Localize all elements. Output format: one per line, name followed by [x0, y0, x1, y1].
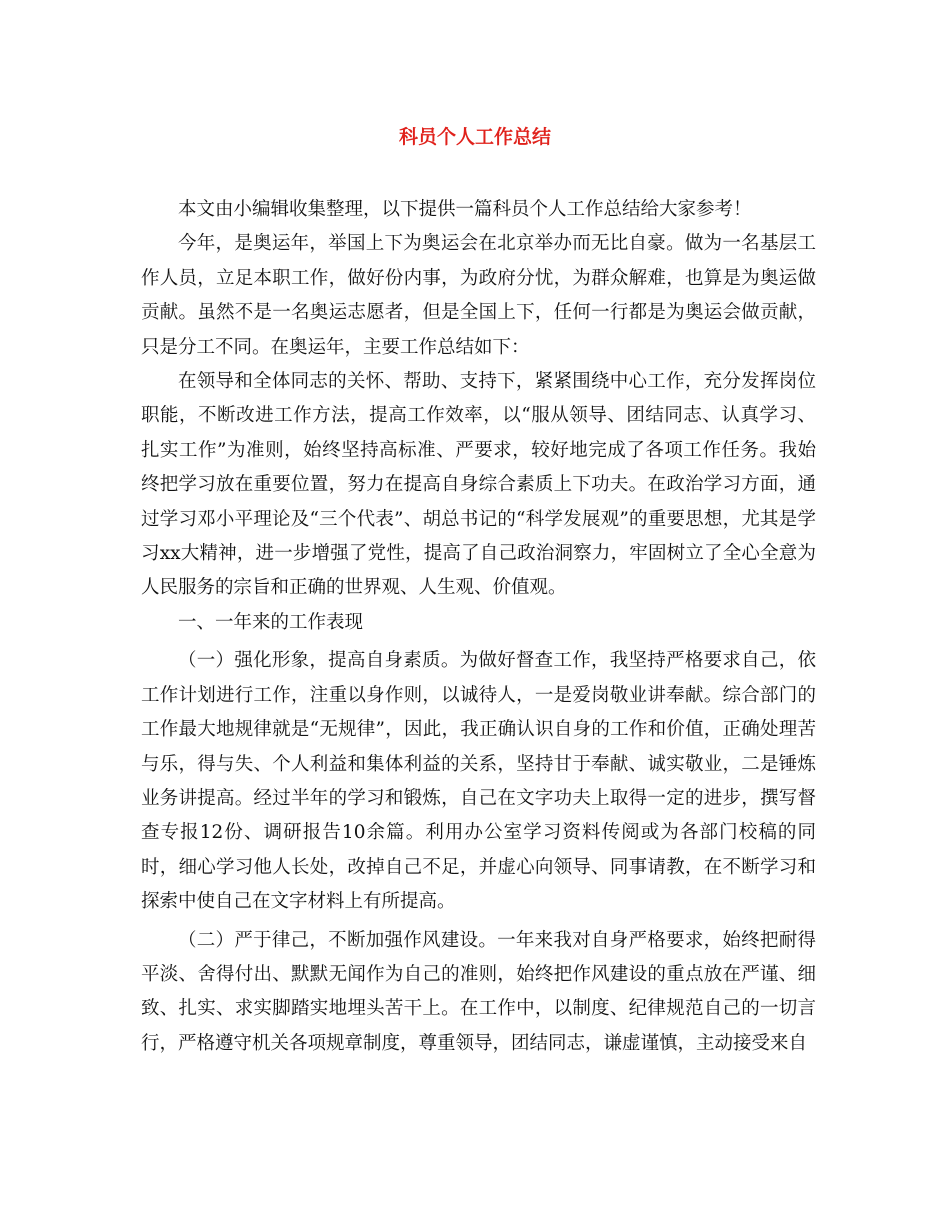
intro-paragraph: 本文由小编辑收集整理，以下提供一篇科员个人工作总结给大家参考！ [178, 199, 752, 220]
section-heading: 一、一年来的工作表现 [178, 611, 364, 633]
body-paragraph: （二）严于律己，不断加强作风建设。一年来我对自身严格要求，始终把耐得平淡、舍得付出、默默无闻作为自己的准则，始终把作风建设的重点放在严谨、细致、扎实、求实脚踏实地埋头苦干上。在工作中，以制度、纪律规范自己的一切言行，严格遵守机关各项规章制度，尊重领导，团结同志，谦虚谨慎，主动接受来自 [141, 929, 816, 1054]
document-body [141, 193, 816, 1061]
body-paragraph: 在领导和全体同志的关怀、帮助、支持下，紧紧围绕中心工作，充分发挥岗位职能，不断改进工作方法，提高工作效率，以“服从领导、团结同志、认真学习、扎实工作”为准则，始终坚持高标准、严要求，较好地完成了各项工作任务。我始终把学习放在重要位置，努力在提高自身综合素质上下功夫。在政治学习方面，通过学习邓小平理论及“三个代表”、胡总书记的“科学发展观”的重要思想，尤其是学习xx大精神，进一步增强了党性，提高了自己政治洞察力，牢固树立了全心全意为人民服务的宗旨和正确的世界观、人生观、价值观。 [141, 371, 816, 599]
document-title: 科员个人工作总结 [398, 126, 551, 148]
body-paragraph: （一）强化形象，提高自身素质。为做好督查工作，我坚持严格要求自己，依工作计划进行工作，注重以身作则，以诚待人，一是爱岗敬业讲奉献。综合部门的工作最大地规律就是“无规律”，因此，我正确认识自身的工作和价值，正确处理苦与乐，得与失、个人利益和集体利益的关系，坚持甘于奉献、诚实敬业，二是锤炼业务讲提高。经过半年的学习和锻炼，自己在文字功夫上取得一定的进步，撰写督查专报12份、调研报告10余篇。利用办公室学习资料传阅或为各部门校稿的同时，细心学习他人长处，改掉自己不足，并虚心向领导、同事请教，在不断学习和探索中使自己在文字材料上有所提高。 [141, 650, 816, 913]
body-paragraph: 今年，是奥运年，举国上下为奥运会在北京举办而无比自豪。做为一名基层工作人员，立足本职工作，做好份内事，为政府分忧，为群众解难，也算是为奥运做贡献。虽然不是一名奥运志愿者，但是全国上下，任何一行都是为奥运会做贡献，只是分工不同。在奥运年，主要工作总结如下： [141, 233, 816, 358]
